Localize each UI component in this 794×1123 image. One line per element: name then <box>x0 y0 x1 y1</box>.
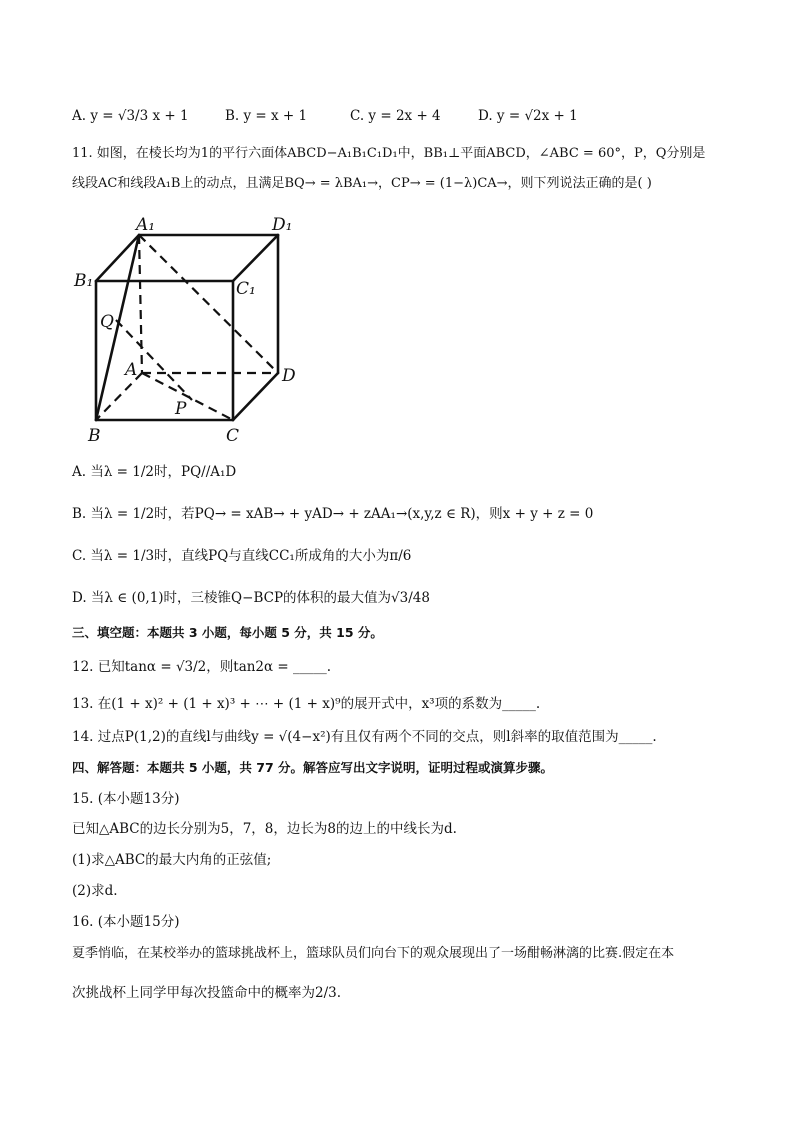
question-14: 14. 过点P(1,2)的直线l与曲线y = √(4−x²)有且仅有两个不同的交点，则l斜率的取值范围为_____. <box>72 729 657 745</box>
q11-option-b: B. 当λ = 1/2时，若PQ→ = xAB→ + yAD→ + zAA₁→(x,y,z ∈ R)，则x + y + z = 0 <box>72 506 594 522</box>
q11-stem-line1: 11. 如图，在棱长均为1的平行六面体ABCD−A₁B₁C₁D₁中，BB₁⊥平面ABCD，∠ABC = 60°，P，Q分别是 <box>72 146 706 161</box>
label-b: B <box>88 426 101 446</box>
q15-header: 15. (本小题13分) <box>72 791 180 807</box>
edge-d1c1 <box>233 235 278 281</box>
hidden-edge-a1a <box>139 235 142 373</box>
hidden-edge-ab <box>96 373 142 420</box>
label-b1: B₁ <box>74 271 94 291</box>
q10-option-d: D. y = √2x + 1 <box>478 108 578 124</box>
question-12: 12. 已知tanα = √3/2，则tan2α = _____. <box>72 659 332 675</box>
label-a: A <box>125 360 138 380</box>
q11-option-d: D. 当λ ∈ (0,1)时，三棱锥Q−BCP的体积的最大值为√3/48 <box>72 590 430 606</box>
label-a1: A₁ <box>136 215 156 235</box>
label-p: P <box>175 399 187 419</box>
q10-option-a: A. y = √3/3 x + 1 <box>72 108 189 124</box>
section-3-heading: 三、填空题：本题共 3 小题，每小题 5 分，共 15 分。 <box>72 625 383 640</box>
q16-line-1: 夏季悄临，在某校举办的篮球挑战杯上，篮球队员们向台下的观众展现出了一场酣畅淋漓的比赛.假定在本 <box>72 946 675 961</box>
label-q: Q <box>100 312 114 332</box>
parallelepiped-figure <box>72 208 322 448</box>
q16-line-2: 次挑战杯上同学甲每次投篮命中的概率为2/3. <box>72 985 342 1001</box>
question-13: 13. 在(1 + x)² + (1 + x)³ + ⋯ + (1 + x)⁹的展开式中，x³项的系数为_____. <box>72 696 541 712</box>
q10-option-b: B. y = x + 1 <box>225 108 308 124</box>
section-4-heading: 四、解答题：本题共 5 小题，共 77 分。解答应写出文字说明，证明过程或演算步骤。 <box>72 760 554 775</box>
label-d1: D₁ <box>272 215 293 235</box>
q11-option-a: A. 当λ = 1/2时，PQ//A₁D <box>72 464 237 480</box>
q15-part-1: (1)求△ABC的最大内角的正弦值; <box>72 852 272 868</box>
q11-option-c: C. 当λ = 1/3时，直线PQ与直线CC₁所成角的大小为π/6 <box>72 548 412 564</box>
q15-stem: 已知△ABC的边长分别为5，7，8，边长为8的边上的中线长为d. <box>72 821 457 837</box>
label-d: D <box>282 366 296 386</box>
label-c1: C₁ <box>236 279 256 299</box>
q10-option-c: C. y = 2x + 4 <box>350 108 441 124</box>
edge-cd <box>233 373 278 420</box>
hidden-segment-ac <box>142 373 233 420</box>
q15-part-2: (2)求d. <box>72 883 118 899</box>
q11-stem-line2: 线段AC和线段A₁B上的动点，且满足BQ→ = λBA₁→，CP→ = (1−λ)CA→，则下列说法正确的是( ) <box>72 176 652 191</box>
label-c: C <box>226 426 240 446</box>
q16-header: 16. (本小题15分) <box>72 914 180 930</box>
